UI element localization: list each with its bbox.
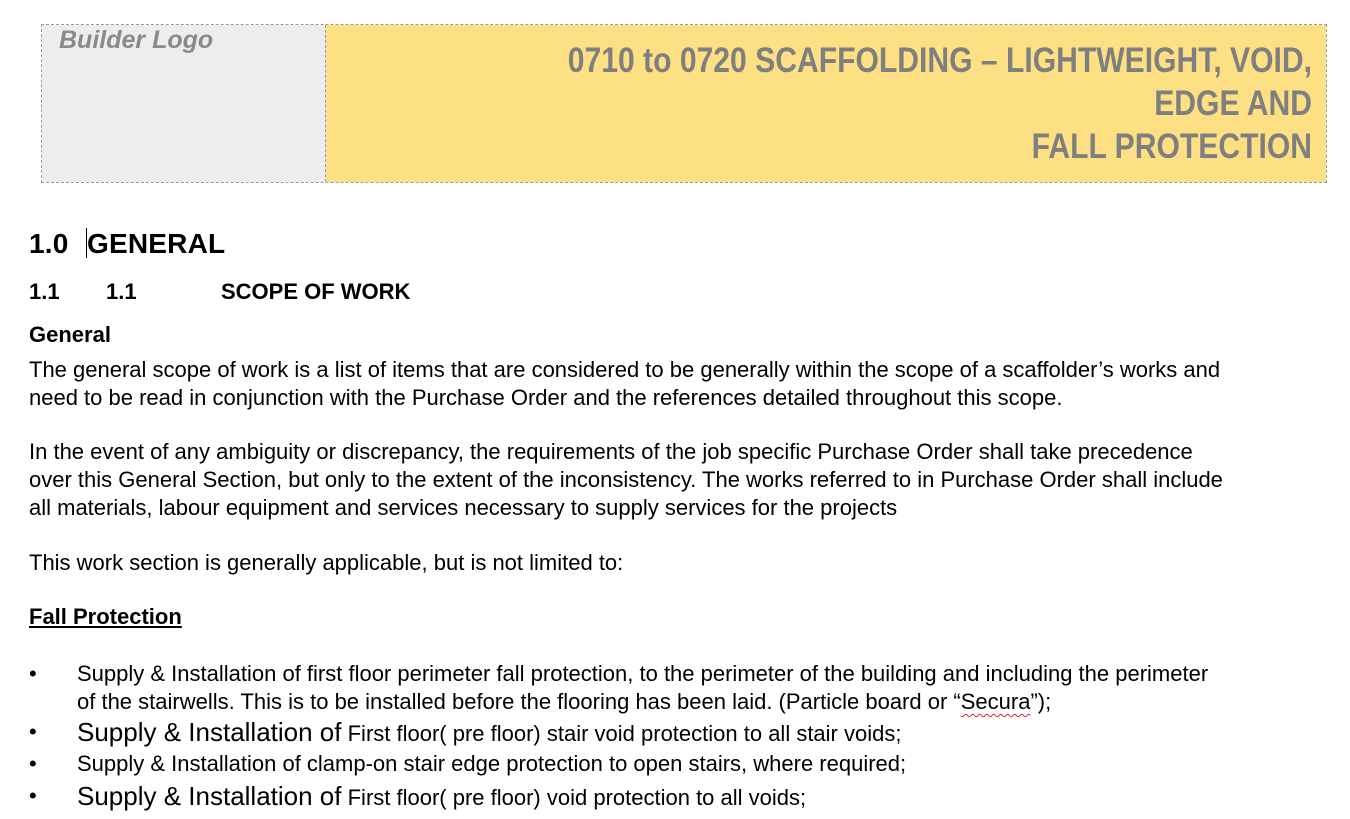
list-item-text: First floor( pre floor) void protection to all voids; (341, 785, 807, 810)
list-item[interactable] (29, 750, 1329, 782)
builder-logo-text: Builder Logo (59, 26, 214, 54)
bullet-icon: • (29, 661, 37, 686)
subsection-heading[interactable] (29, 279, 410, 305)
subsection-title: SCOPE OF WORK (221, 279, 411, 304)
paragraph-line: all materials, labour equipment and services necessary to supply services for the projects (29, 495, 898, 520)
paragraph-line: need to be read in conjunction with the Purchase Order and the references detailed throughout this scope. (29, 385, 1063, 410)
paragraph-line: over this General Section, but only to the extent of the inconsistency. The works referred to in Purchase Order shall include (29, 467, 1223, 492)
list-item-lead: Supply & Installation of (77, 717, 342, 747)
section-number: 1.0 (29, 228, 69, 259)
general-heading[interactable]: General (29, 322, 111, 347)
list-item-text: Supply & Installation of clamp-on stair edge protection to open stairs, where required; (77, 751, 907, 776)
document-title-line-1: 0710 to 0720 SCAFFOLDING – LIGHTWEIGHT, VOID, EDGE AND (567, 41, 1312, 123)
subsection-number-a: 1.1 (29, 279, 60, 304)
list-item[interactable] (29, 660, 1329, 718)
list-item-text: First floor( pre floor) stair void protection to all stair voids; (341, 721, 902, 746)
document-header (41, 24, 1327, 183)
document-title (486, 39, 1312, 168)
document-title-line-2: FALL PROTECTION (1031, 127, 1312, 166)
list-item[interactable] (29, 718, 1329, 750)
section-heading[interactable] (29, 228, 225, 260)
logo-placeholder (42, 25, 326, 182)
list-item-text: ”); (1030, 689, 1052, 714)
list-item-line (77, 688, 1329, 716)
paragraph-scope-intro[interactable] (29, 356, 1321, 412)
paragraph-line: The general scope of work is a list of items that are considered to be generally within the scope of a scaffolder’s works and (29, 357, 1221, 382)
subsection-number-b: 1.1 (106, 279, 137, 304)
list-item-line: Supply & Installation of first floor perimeter fall protection, to the perimeter of the building and including the perimeter (77, 661, 1209, 686)
list-item-text: of the stairwells. This is to be installed before the flooring has been laid. (Particle board or “ (77, 689, 961, 714)
bullet-icon: • (29, 751, 37, 776)
list-item[interactable] (29, 782, 1329, 814)
fall-protection-heading[interactable]: Fall Protection (29, 604, 182, 629)
fall-protection-list (29, 660, 1329, 814)
spelling-flagged-word[interactable]: Secura (960, 689, 1031, 714)
bullet-icon: • (29, 783, 37, 808)
paragraph-line: In the event of any ambiguity or discrepancy, the requirements of the job specific Purchase Order shall take precedence (29, 439, 1193, 464)
section-title: GENERAL (87, 228, 226, 259)
paragraph-applicability[interactable]: This work section is generally applicable, but is not limited to: (29, 550, 624, 575)
paragraph-precedence[interactable] (29, 438, 1321, 522)
bullet-icon: • (29, 719, 37, 744)
title-banner (326, 25, 1326, 182)
list-item-lead: Supply & Installation of (77, 781, 342, 811)
